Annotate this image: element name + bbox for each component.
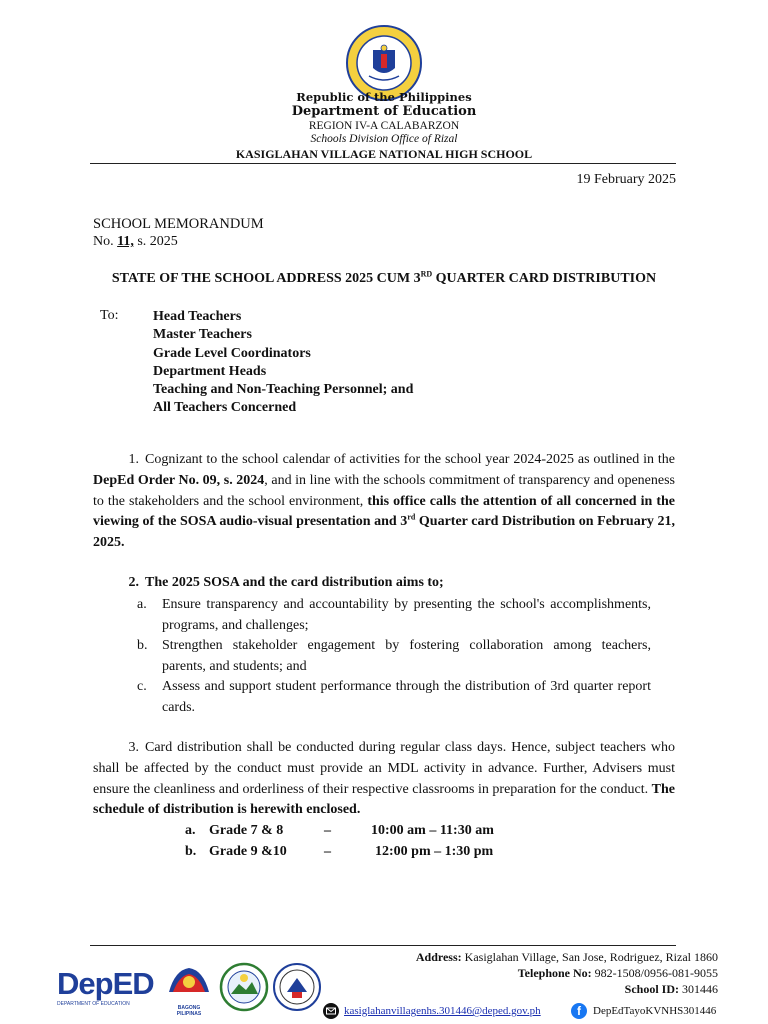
footer-facebook[interactable] [571, 1002, 716, 1020]
p2-lead: The 2025 SOSA and the card distribution aims to; [145, 575, 444, 590]
paragraph-1 [93, 450, 675, 554]
list-text: Assess and support student performance through the distribution of 3rd quarter report cards. [162, 679, 651, 715]
facebook-handle[interactable]: DepEdTayoKVNHS301446 [593, 1005, 717, 1017]
facebook-icon: f [571, 1003, 587, 1019]
p1-bold-a: DepEd Order No. 09, s. 2024 [93, 472, 265, 488]
region-line: REGION IV-A CALABARZON [308, 120, 460, 132]
school-seal [272, 962, 322, 1012]
recipient-item: Department Heads [153, 363, 267, 379]
list-letter: c. [137, 679, 147, 694]
list-letter: b. [137, 638, 148, 653]
deped-logo-sub: DEPARTMENT OF EDUCATION [57, 1001, 130, 1007]
p1-text-b: , and in line with the schools commitment of transparency and openeness to the stakeholders and the school environment, [93, 472, 675, 509]
list-item [137, 677, 651, 718]
schedule-time: 10:00 am – 11:30 am [371, 823, 494, 838]
subject-sup: RD [420, 269, 433, 279]
email-link[interactable]: kasiglahanvillagenhs.301446@deped.gov.ph [344, 1005, 541, 1017]
p1-bold-b: this office calls the attention of all concerned in the viewing of the SOSA audio-visual presentation and 3 [93, 493, 675, 530]
recipient-item: Head Teachers [153, 309, 242, 324]
deped-logo-text: DepED [57, 966, 154, 1001]
memo-no-value: 11, [117, 234, 134, 249]
subject-part1: STATE OF THE SCHOOL ADDRESS 2025 CUM 3 [111, 271, 421, 286]
list-text: Strengthen stakeholder engagement by fostering collaboration among teachers, parents, and students; and [162, 638, 651, 674]
footer-email[interactable] [323, 1002, 541, 1020]
paragraph-2 [93, 573, 675, 594]
recipient-item: Grade Level Coordinators [153, 345, 311, 361]
schedule-grade: Grade 7 & 8 [209, 823, 284, 838]
list-item [137, 636, 651, 677]
subject-part2: QUARTER CARD DISTRIBUTION [432, 271, 657, 286]
list-item [137, 595, 651, 636]
memo-date: 19 February 2025 [576, 172, 676, 187]
schedule-dash: – [324, 823, 331, 838]
footer-telephone [518, 966, 718, 981]
school-name: KASIGLAHAN VILLAGE NATIONAL HIGH SCHOOL [235, 147, 533, 161]
schedule-letter: b. [185, 844, 197, 859]
department-line: Department of Education [291, 104, 477, 119]
p3-text: Card distribution shall be conducted during regular class days. Hence, subject teachers who shall be affected by the conduct must provide an MDL activity in advance. Further, Advisers must ensure the cleanliness and orderliness of their respective classrooms in preparation for the conduct. [93, 740, 675, 797]
schoolid-value: 301446 [679, 982, 718, 996]
memo-no-suffix: s. 2025 [133, 234, 178, 249]
p1-number: 1. [128, 452, 139, 467]
telephone-label: Telephone No: [517, 966, 592, 980]
email-icon [323, 1003, 339, 1019]
p1-text-a: Cognizant to the school calendar of activities for the school year 2024-2025 as outlined in the [145, 452, 675, 467]
deped-logo [57, 968, 162, 1008]
address-value: Kasiglahan Village, San Jose, Rodriguez, Rizal 1860 [461, 950, 718, 964]
memo-no-prefix: No. [93, 234, 118, 249]
schedule-time: 12:00 pm – 1:30 pm [375, 844, 494, 859]
recipient-list [153, 308, 413, 418]
memo-title: SCHOOL MEMORANDUM [93, 216, 264, 232]
republic-line: Republic of the Philippines [296, 90, 472, 104]
telephone-value: 982-1508/0956-081-9055 [591, 966, 718, 980]
list-text: Ensure transparency and accountability by presenting the school's accomplishments, programs, and challenges; [162, 597, 651, 633]
recipient-item: Master Teachers [153, 327, 252, 343]
memo-subject [0, 271, 768, 287]
schedule-letter: a. [185, 823, 196, 838]
paragraph-3 [93, 738, 675, 821]
schedule-dash: – [324, 844, 331, 859]
p2-number: 2. [128, 575, 139, 590]
bagong-pilipinas-logo [165, 962, 213, 1017]
division-seal [219, 962, 269, 1012]
schedule-grade: Grade 9 &10 [209, 844, 287, 859]
p3-bold: The schedule of distribution is herewith enclosed. [93, 781, 675, 818]
recipient-item: Teaching and Non-Teaching Personnel; and [153, 382, 414, 398]
p3-number: 3. [128, 740, 139, 755]
p1-sup: rd [407, 512, 416, 522]
memo-number [93, 234, 178, 250]
division-line: Schools Division Office of Rizal [310, 133, 458, 145]
address-label: Address: [415, 950, 462, 964]
list-letter: a. [137, 597, 147, 612]
bagong-label: BAGONG PILIPINAS [176, 1005, 202, 1017]
schoolid-label: School ID: [624, 982, 679, 996]
to-label: To: [100, 308, 119, 323]
footer-school-id [625, 982, 718, 997]
footer-divider [90, 945, 676, 946]
p1-bold-c: Quarter card Distribution on February 21, 2025. [93, 514, 675, 551]
header-divider [90, 163, 676, 164]
footer-address [416, 950, 718, 965]
recipient-item: All Teachers Concerned [153, 400, 297, 416]
